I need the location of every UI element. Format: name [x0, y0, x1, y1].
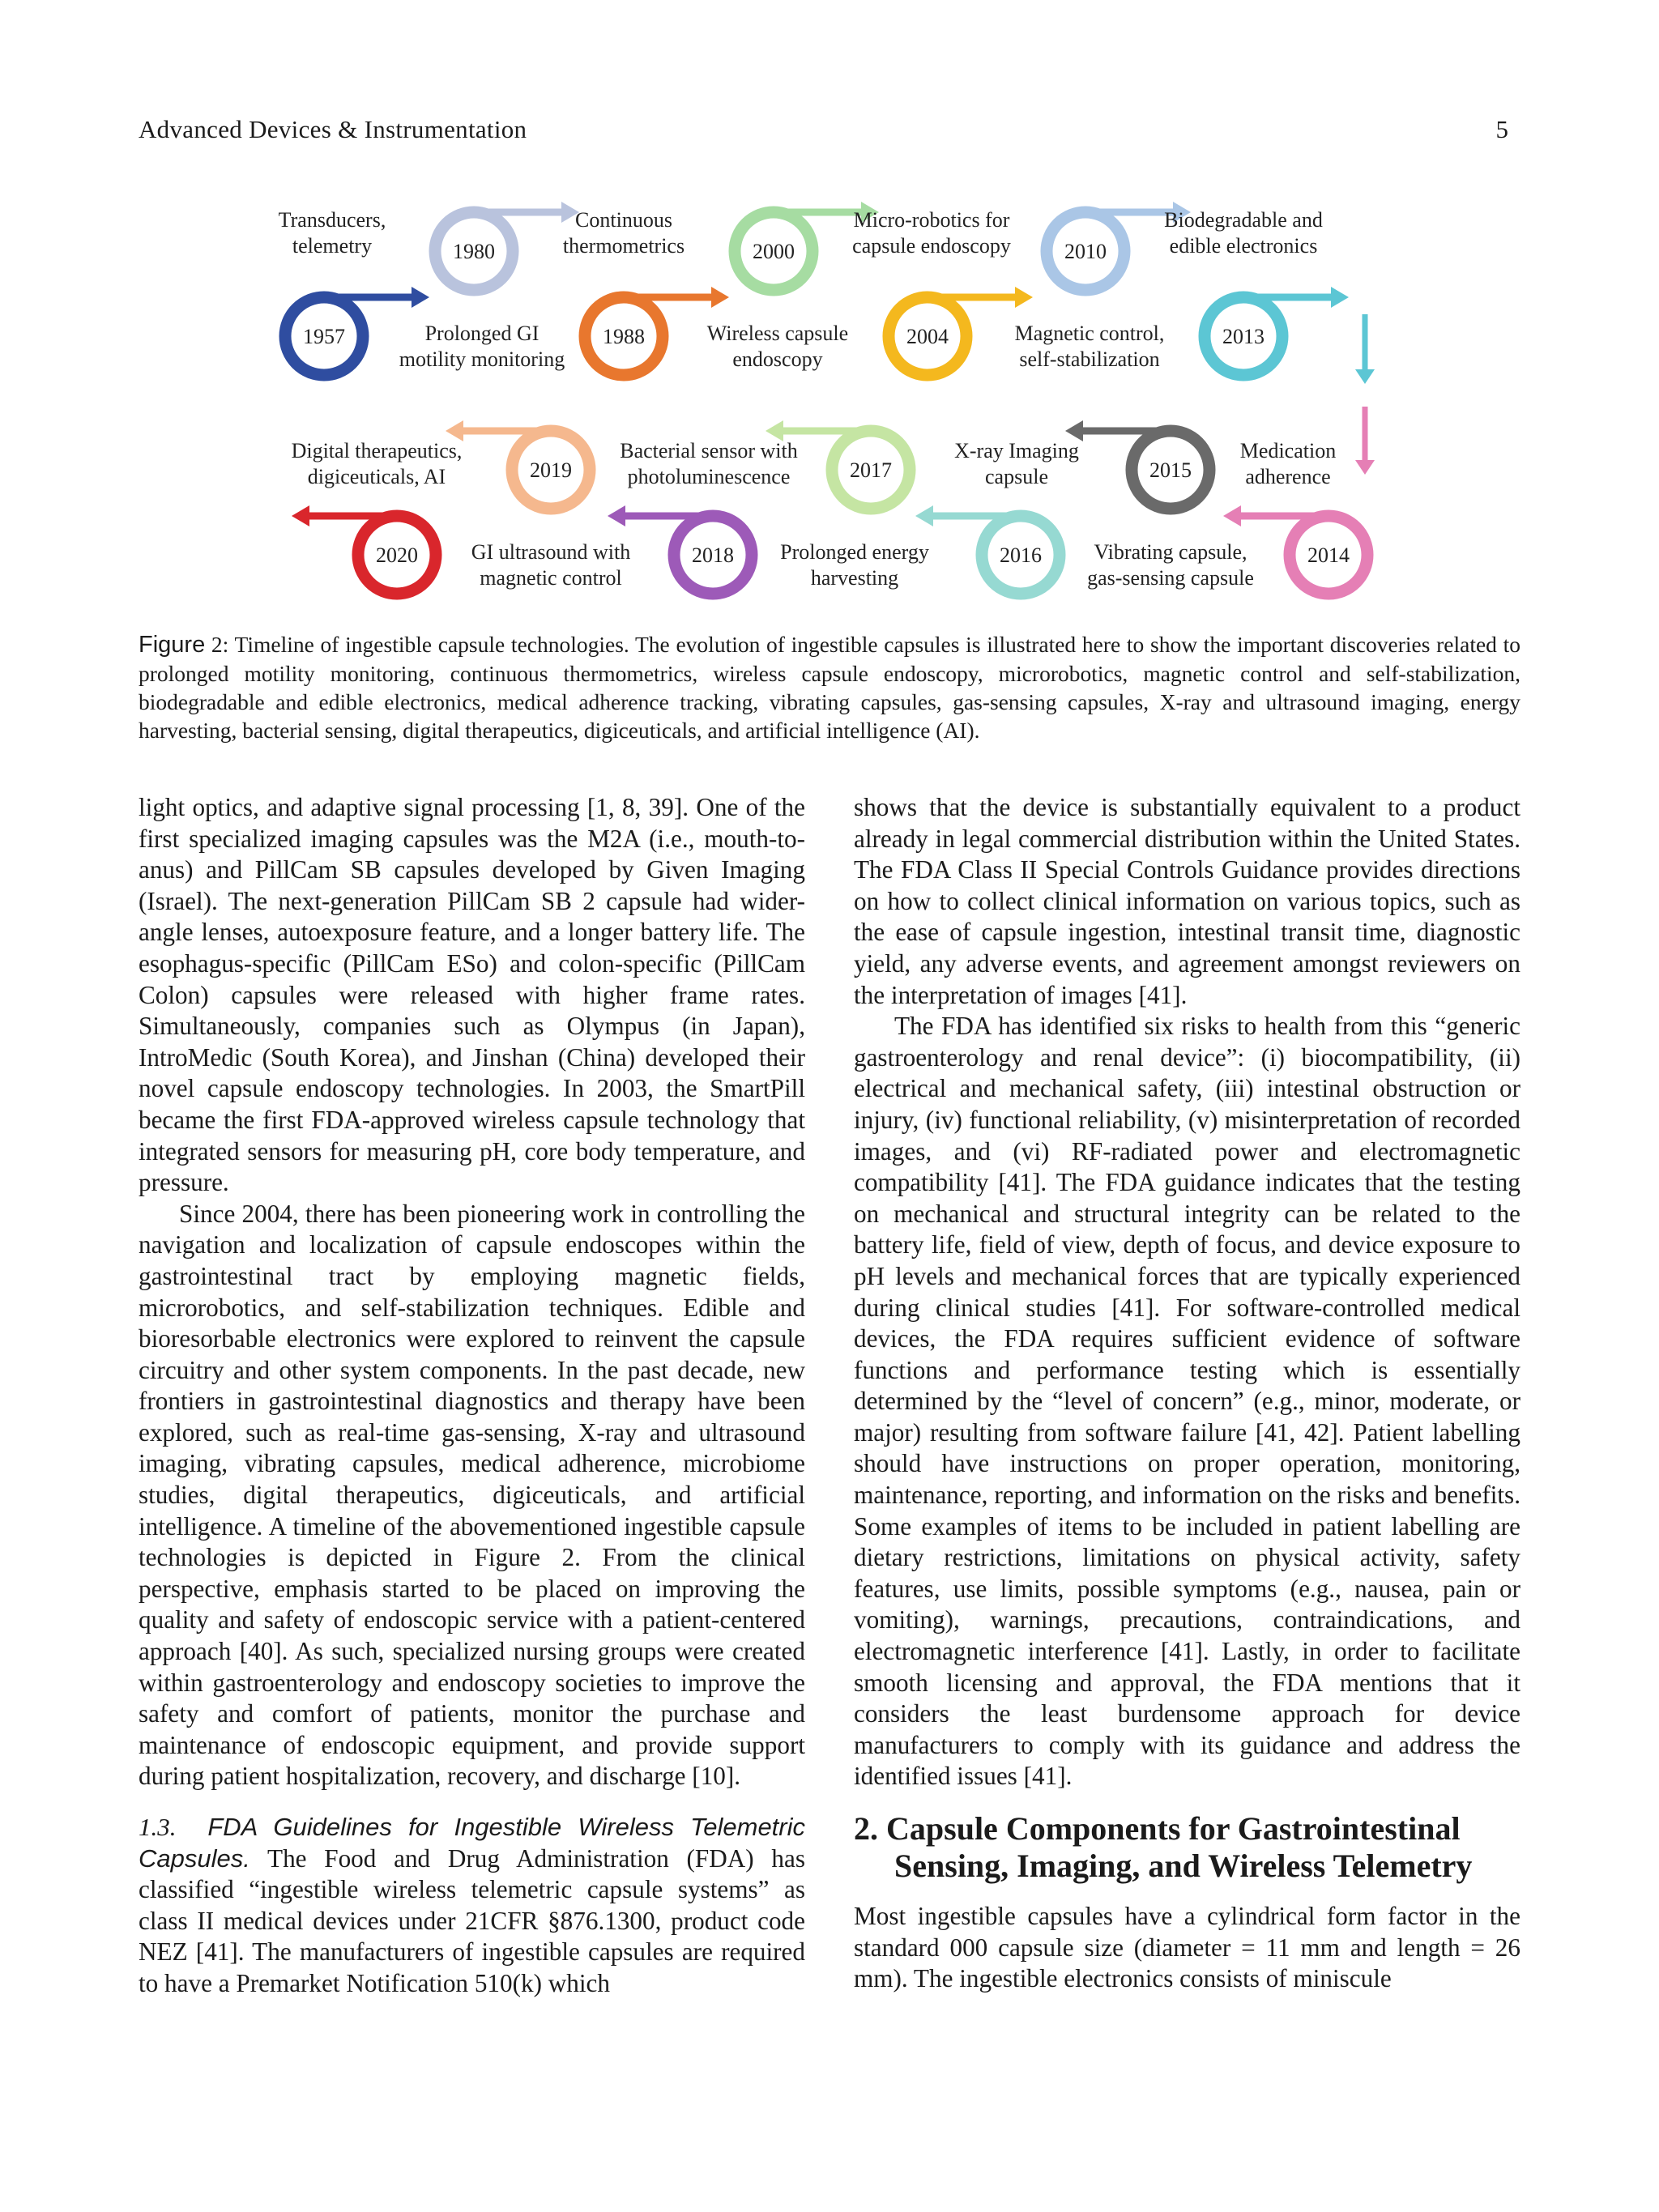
timeline-node-1988	[563, 208, 729, 375]
timeline-year: 2020	[376, 543, 418, 567]
timeline-year: 2019	[530, 458, 572, 482]
timeline-label: Vibrating capsule, gas-sensing capsule	[1087, 540, 1254, 590]
right-column	[854, 792, 1520, 1995]
right-paragraph-1: shows that the device is substantially equivalent to a product already in legal commercial distribution within the United States. The FDA Class II Special Controls Guidance provides directions on how to collect clinical information on various topics, such as the ease of capsule ingestion, intestinal transit time, diagnostic yield, any adverse events, and agreement amongst reviewers on the interpretation of images [41].	[854, 793, 1520, 1009]
right-paragraph-3: Most ingestible capsules have a cylindrical form factor in the standard 000 capsule size (diameter = 11 mm and length = 26 mm). The ingestible electronics consists of miniscule	[854, 1902, 1520, 1993]
timeline-label: Prolonged energy harvesting	[780, 540, 929, 590]
timeline-label: Wireless capsule endoscopy	[706, 322, 849, 371]
timeline-label: Magnetic control, self-stabilization	[1014, 322, 1165, 371]
timeline-node-2016	[915, 439, 1079, 594]
timeline-node-2013	[1164, 208, 1349, 375]
timeline-label: GI ultrasound with magnetic control	[471, 540, 631, 590]
timeline-node-2004	[852, 208, 1033, 375]
caption-text: 2: Timeline of ingestible capsule technologies. The evolution of ingestible capsules is illustrated here to show the important discoveries related to prolonged motility monitoring, continuous thermometrics, wireless capsule endoscopy, microrobotics, magnetic control and self-stabilization, biodegradable and edible electronics, medical adherence tracking, vibrating capsules, gas-sensing capsules, X-ray and ultrasound imaging, energy harvesting, bacterial sensing, digital therapeutics, digiceuticals, and artificial intelligence (AI).	[139, 632, 1521, 743]
timeline-year: 2017	[850, 458, 892, 482]
timeline-label: Prolonged GI motility monitoring	[399, 322, 565, 371]
timeline-year: 2000	[753, 240, 795, 263]
timeline-label: Medication adherence	[1239, 439, 1337, 488]
left-paragraph-1: light optics, and adaptive signal processing [1, 8, 39]. One of the first specialized imaging capsules was the M2A (i.e., mouth-to-anus) and PillCam SB capsules developed by Given Imaging (Israel). The next-generation PillCam SB 2 capsule had wider-angle lenses, autoexposure feature, and a longer battery life. The esophagus-specific (PillCam ESo) and colon-specific (PillCam Colon) capsules were released with higher frame rates. Simultaneously, companies such as Olympus (in Japan), IntroMedic (South Korea), and Jinshan (China) developed their novel capsule endoscopy technologies. In 2003, the SmartPill became the first FDA-approved wireless capsule technology that integrated sensors for measuring pH, core body temperature, and pressure.	[139, 793, 805, 1197]
timeline-label: Transducers, telemetry	[278, 208, 386, 258]
section-heading: 2. Capsule Components for Gastrointestinal Sensing, Imaging, and Wireless Telemetry	[854, 1810, 1473, 1884]
subsection-title: FDA Guidelines for Ingestible Wireless Telemetric Capsules.	[139, 1813, 806, 1873]
timeline-node-2015	[1065, 420, 1254, 590]
left-paragraph-3: The Food and Drug Administration (FDA) has classified “ingestible wireless telemetric capsule systems” as class II medical devices under 21CFR §876.1300, product code NEZ [41]. The manufacturers of ingestible capsules are required to have a Premarket Notification 510(k) which	[139, 1843, 805, 1997]
timeline-year: 1980	[453, 240, 495, 263]
right-paragraph-2: The FDA has identified six risks to health from this “generic gastroenterology and renal device”: (i) biocompatibility, (ii) electrical and mechanical safety, (iii) intestinal obstruction or injury, (iv) functional reliability, (v) misinterpretation of recorded images, and (vi) RF-radiated power and electromagnetic compatibility [41]. The FDA guidance indicates that the testing on mechanical and structural integrity can be related to the battery life, field of view, depth of focus, and device exposure to pH levels and mechanical forces that are typically experienced during clinical studies [41]. For software-controlled medical devices, the FDA requires sufficient evidence of software functions and performance testing which is essentially determined by the “level of concern” (e.g., minor, moderate, or major) resulting from software failure [41, 42]. Patient labelling should have instructions on proper operation, monitoring, maintenance, reporting, and information on the risks and benefits. Some examples of items to be included in patient labelling are dietary restrictions, limitations on physical activity, safety features, use limits, possible symptoms (e.g., nausea, pain or vomiting), warnings, precautions, contraindications, and electromagnetic interference [41]. Lastly, in order to facilitate smooth licensing and approval, the FDA mentions that it considers the least burdensome approach for device manufacturers to comply with its guidance and address the identified issues [41].	[854, 1012, 1520, 1791]
timeline-node-1980	[399, 202, 579, 371]
timeline-year: 1988	[603, 325, 645, 348]
timeline-arrowhead	[1223, 505, 1241, 526]
timeline-arrowhead	[1015, 287, 1033, 308]
timeline-year: 2014	[1307, 543, 1350, 567]
timeline-label: Digital therapeutics, digiceuticals, AI	[291, 439, 463, 488]
timeline-label: Continuous thermometrics	[562, 208, 685, 258]
timeline-arrowhead	[292, 505, 309, 526]
timeline-arrowhead	[412, 287, 429, 308]
page-number: 5	[1495, 115, 1508, 143]
timeline-year: 2010	[1064, 240, 1107, 263]
timeline-arrowhead	[1331, 287, 1349, 308]
figure-caption	[139, 630, 1520, 744]
timeline-label: Biodegradable and edible electronics	[1164, 208, 1323, 258]
timeline-year: 2013	[1222, 325, 1265, 348]
subsection-number: 1.3.	[139, 1813, 177, 1841]
timeline-year: 1957	[303, 325, 345, 348]
journal-title: Advanced Devices & Instrumentation	[139, 115, 527, 143]
timeline-arrowhead	[608, 505, 625, 526]
timeline-year: 2018	[692, 543, 734, 567]
timeline-label: Micro-robotics for capsule endoscopy	[852, 208, 1011, 258]
timeline-year: 2015	[1149, 458, 1192, 482]
timeline-node-2018	[608, 439, 798, 594]
timeline-arrowhead	[711, 287, 729, 308]
left-paragraph-2: Since 2004, there has been pioneering work in controlling the navigation and localization of capsule endoscopes within the gastrointestinal tract by employing magnetic fields, microrobotics, and self-stabilization techniques. Edible and bioresorbable electronics were explored to reinvent the capsule circuitry and other system components. In the past decade, new frontiers in gastrointestinal diagnostics and therapy have been explored, such as real-time gas-sensing, X-ray and ultrasound imaging, vibrating capsules, medical adherence, microbiome studies, digital therapeutics, digiceuticals, and artificial intelligence. A timeline of the abovementioned ingestible capsule technologies is depicted in Figure 2. From the clinical perspective, emphasis started to be placed on improving the quality and safety of endoscopic service with a patient-centered approach [40]. As such, specialized nursing groups were created within gastroenterology and endoscopy societies to improve the safety and comfort of patients, monitor the purchase and maintenance of endoscopic equipment, and provide support during patient hospitalization, recovery, and discharge [10].	[139, 1199, 805, 1791]
timeline-label: Bacterial sensor with photoluminescence	[620, 439, 798, 488]
subsection-paragraph	[139, 1812, 805, 2000]
timeline-year: 2016	[1000, 543, 1042, 567]
caption-label: Figure	[139, 632, 206, 658]
timeline-label: X-ray Imaging capsule	[954, 439, 1079, 488]
left-column	[139, 792, 805, 2000]
timeline-node-2020	[292, 439, 463, 594]
timeline-arrowhead	[915, 505, 933, 526]
timeline-node-2019	[446, 420, 630, 590]
timeline-figure	[259, 186, 1418, 624]
row-connector-arrow	[1355, 314, 1375, 475]
timeline-year: 2004	[906, 325, 949, 348]
